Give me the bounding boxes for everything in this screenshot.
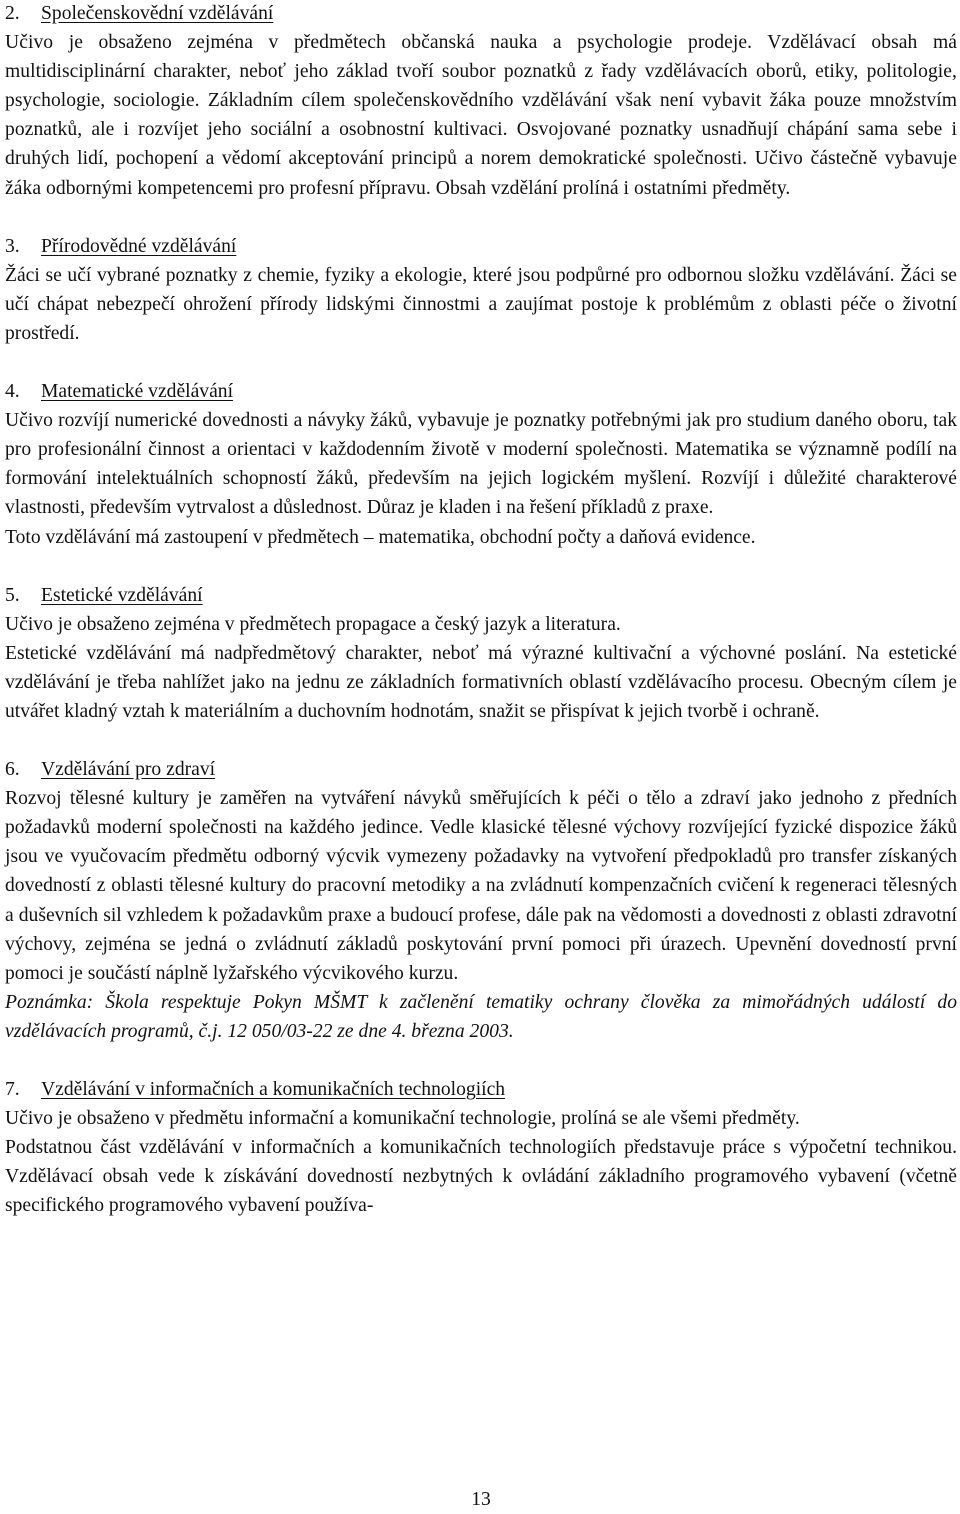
paragraph: Estetické vzdělávání má nadpředmětový charakter, neboť má výrazné kultivační a výchovné poslání. Na estetické vzdělávání je třeba nahlížet jako na jednu ze základních formativních oblastí vzdělávacího procesu. Obecným cílem je utvářet kladný vztah k materiálním a duchovním hodnotám, snažit se přispívat k jejich tvorbě i ochraně. — [5, 642, 957, 722]
section-number: 6. — [5, 759, 20, 781]
section-heading — [5, 0, 957, 28]
section-heading — [5, 1075, 957, 1104]
section-ict — [5, 1075, 957, 1220]
section-heading — [5, 755, 957, 784]
section-title: Matematické vzdělávání — [41, 381, 234, 403]
note-paragraph: Poznámka: Škola respektuje Pokyn MŠMT k začlenění tematiky ochrany člověka za mimořádných událostí do vzdělávacích programů, č.j. 12 050/03-22 ze dne 4. března 2003. — [5, 991, 957, 1042]
section-title: Vzdělávání v informačních a komunikačních technologiích — [41, 1079, 506, 1100]
page-number: 13 — [471, 1489, 491, 1510]
section-title: Vzdělávání pro zdraví — [41, 759, 216, 781]
section-title: Společenskovědní vzdělávání — [41, 3, 274, 24]
section-title: Estetické vzdělávání — [41, 584, 203, 606]
section-title: Přírodovědné vzdělávání — [41, 235, 237, 257]
section-number: 2. — [5, 3, 20, 24]
section-heading — [5, 581, 957, 610]
section-aesthetics — [5, 581, 957, 726]
section-mathematics — [5, 377, 957, 552]
section-heading — [5, 377, 957, 406]
paragraph: Toto vzdělávání má zastoupení v předmětech – matematika, obchodní počty a daňová evidence. — [5, 526, 756, 548]
paragraph: Učivo rozvíjí numerické dovednosti a návyky žáků, vybavuje je poznatky potřebnými jak pro studium daného oboru, tak pro profesionální činnost a orientaci v každodenním životě v moderní společnosti. Matematika se významně podílí na formování intelektuálních schopností žáků, především na jejich logickém myšlení. Rozvíjí i důležité charakterové vlastnosti, především vytrvalost a důslednost. Důraz je kladen i na řešení příkladů z praxe. — [5, 410, 957, 519]
section-social-sciences — [5, 0, 957, 203]
paragraph: Rozvoj tělesné kultury je zaměřen na vytváření návyků směřujících k péči o tělo a zdraví jako jednoho z předních požadavků moderní společnosti na každého jedince. Vedle klasické tělesné výchovy rozvíjející fyzické dispozice žáků jsou ve vyučovacím předmětu odborný výcvik vymezeny požadavky na vytvoření předpokladů pro transfer získaných dovedností z oblasti tělesné kultury do pracovní metodiky a na zvládnutí kompenzačních cvičení k regeneraci tělesných a duševních sil vzhledem k požadavkům praxe a budoucí profese, dále pak na vědomosti a dovednosti z oblasti zdravotní výchovy, zejména se jedná o zvládnutí základů poskytování první pomoci při úrazech. Upevnění dovedností první pomoci je součástí náplně lyžařského výcvikového kurzu. — [5, 788, 957, 984]
paragraph: Žáci se učí vybrané poznatky z chemie, fyziky a ekologie, které jsou podpůrné pro odbornou složku vzdělávání. Žáci se učí chápat nebezpečí ohrožení přírody lidskými činnostmi a zaujímat postoje k problémům z oblasti péče o životní prostředí. — [5, 264, 957, 344]
section-number: 3. — [5, 235, 20, 257]
section-number: 5. — [5, 584, 20, 606]
section-number: 7. — [5, 1079, 20, 1100]
section-number: 4. — [5, 381, 20, 403]
section-natural-sciences — [5, 232, 957, 348]
document-page — [5, 0, 957, 1510]
paragraph: Podstatnou část vzdělávání v informačních a komunikačních technologiích představuje práce s výpočetní technikou. Vzdělávací obsah vede k získávání dovedností nezbytných k ovládání základního programového vybavení (včetně specifického programového vybavení používa- — [5, 1137, 957, 1217]
section-health-education — [5, 755, 957, 1046]
paragraph: Učivo je obsaženo zejména v předmětech propagace a český jazyk a literatura. — [5, 613, 621, 635]
section-heading — [5, 232, 957, 261]
paragraph: Učivo je obsaženo v předmětu informační a komunikační technologie, prolíná se ale všemi předměty. — [5, 1108, 800, 1130]
paragraph: Učivo je obsaženo zejména v předmětech občanská nauka a psychologie prodeje. Vzdělávací obsah má multidisciplinární charakter, neboť jeho základ tvoří soubor poznatků z řady vzdělávacích oborů, etiky, politologie, psychologie, sociologie. Základním cílem společenskovědního vzdělávání však není vybavit žáka pouze množstvím poznatků, ale i rozvíjet jeho sociální a osobnostní kultivaci. Osvojované poznatky usnadňují chápání sama sebe i druhých lidí, pochopení a vědomí akceptování principů a norem demokratické společnosti. Učivo částečně vybavuje žáka odbornými kompetencemi pro profesní přípravu. Obsah vzdělání prolíná i ostatními předměty. — [5, 32, 957, 199]
